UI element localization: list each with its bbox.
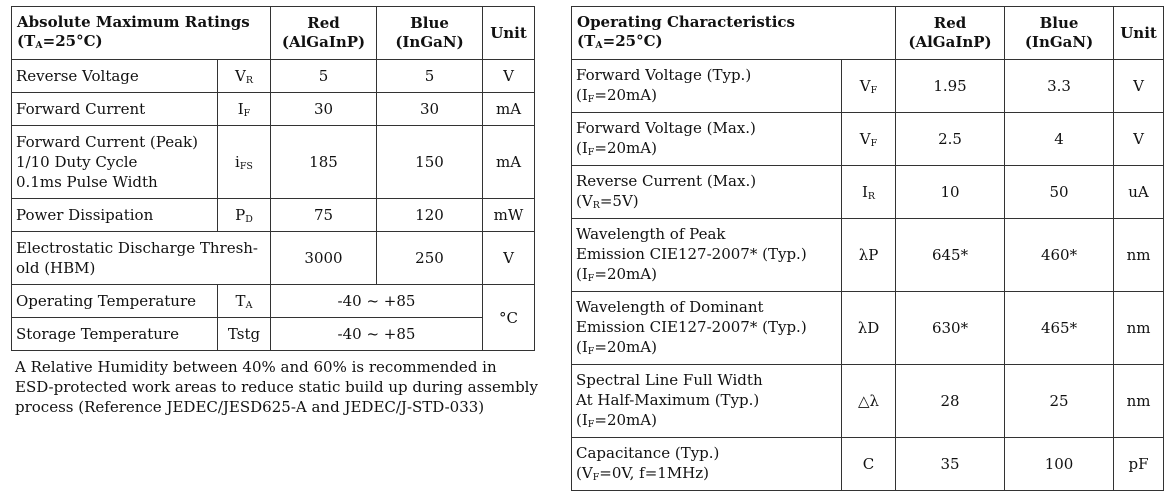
note-line: ESD-protected work areas to reduce static build up during assembly	[15, 378, 538, 396]
symbol-cell	[218, 60, 271, 93]
unit-cell: V	[483, 60, 535, 93]
oc-col-blue-l1: Blue	[1039, 14, 1079, 32]
amr-col-unit: Unit	[483, 7, 535, 60]
blue-value: 250	[377, 232, 483, 285]
blue-value: 120	[377, 199, 483, 232]
table-row	[572, 219, 1164, 292]
table-row	[12, 126, 535, 199]
symbol-cell: Tstg	[218, 318, 271, 351]
cond-sub: F	[587, 93, 595, 105]
param-line: 1/10 Duty Cycle	[16, 153, 138, 171]
cond-rest: =20mA)	[594, 337, 657, 356]
table-row	[12, 232, 535, 285]
table-row	[572, 365, 1164, 438]
cond-sub: F	[587, 146, 595, 158]
oc-cond-sub: A	[595, 40, 603, 51]
symbol-cell	[842, 113, 896, 166]
value-cell: -40 ~ +85	[271, 318, 483, 351]
cond-rest: =20mA)	[594, 264, 657, 283]
amr-cond-sub: A	[35, 40, 43, 51]
blue-value: 50	[1005, 166, 1114, 219]
param-cell: Storage Temperature	[12, 318, 218, 351]
unit-cell: mW	[483, 199, 535, 232]
amr-col-red	[271, 7, 377, 60]
oc-cond-rest: =25°C)	[602, 32, 663, 50]
cond-symbol: I	[581, 337, 588, 356]
value-cell: -40 ~ +85	[271, 285, 483, 318]
cond-sub: R	[592, 199, 600, 211]
param-cell	[12, 126, 218, 199]
oc-header-row	[572, 7, 1164, 60]
param-line: 0.1ms Pulse Width	[16, 173, 158, 191]
blue-value: 3.3	[1005, 60, 1114, 113]
operating-characteristics-table	[571, 6, 1164, 491]
red-value: 645*	[896, 219, 1005, 292]
symbol-cell	[218, 126, 271, 199]
oc-col-red-l2: (AlGaInP)	[908, 33, 992, 51]
cond-symbol: I	[581, 85, 588, 104]
red-value: 35	[896, 438, 1005, 491]
param-line: Forward Voltage (Max.)	[576, 118, 756, 137]
param-cell: Reverse Current (Max.) $(V_R=5V)$	[572, 166, 842, 219]
amr-header-row	[12, 7, 535, 60]
param-cell: Wavelength of Dominant Emission CIE127-2007* (Typ.) $(I_F=20mA)$	[572, 292, 842, 365]
amr-cond-symbol: T	[24, 32, 36, 50]
red-value: 30	[271, 93, 377, 126]
red-value: 2.5	[896, 113, 1005, 166]
symbol-sub: F	[870, 138, 878, 149]
cond-rest: =20mA)	[594, 85, 657, 104]
symbol: I	[237, 100, 244, 118]
oc-col-blue-l2: (InGaN)	[1024, 33, 1094, 51]
cond-symbol: I	[581, 410, 588, 429]
amr-col-blue	[377, 7, 483, 60]
cond-symbol: I	[581, 138, 588, 157]
table-row	[572, 166, 1164, 219]
unit-cell: nm	[1114, 365, 1164, 438]
symbol: I	[861, 183, 868, 201]
unit-cell: V	[1114, 113, 1164, 166]
symbol-cell: △λ	[842, 365, 896, 438]
param-line: Wavelength of Dominant	[576, 297, 764, 316]
note-line: process (Reference JEDEC/JESD625-A and JEDEC/J-STD-033)	[15, 398, 485, 416]
blue-value: 25	[1005, 365, 1114, 438]
blue-value: 30	[377, 93, 483, 126]
param-line: Emission CIE127-2007* (Typ.)	[576, 244, 807, 263]
symbol-sub: D	[245, 214, 253, 225]
unit-cell: mA	[483, 93, 535, 126]
symbol-cell: λD	[842, 292, 896, 365]
amr-title-cell: Absolute Maximum Ratings $(T_A=25^\circ C)$	[12, 7, 271, 60]
amr-col-blue-l2: (InGaN)	[395, 33, 464, 51]
symbol: V	[859, 77, 871, 95]
param-cell: Operating Temperature	[12, 285, 218, 318]
symbol-sub: F	[870, 85, 878, 96]
symbol-cell: C	[842, 438, 896, 491]
param-cell: Spectral Line Full Width At Half-Maximum (Typ.) $(I_F=20mA)$	[572, 365, 842, 438]
symbol-cell	[842, 60, 896, 113]
red-value: 185	[271, 126, 377, 199]
unit-cell: pF	[1114, 438, 1164, 491]
param-line: Capacitance (Typ.)	[576, 443, 720, 462]
symbol: V	[235, 67, 246, 85]
oc-cond-symbol: T	[584, 32, 596, 50]
param-line: Emission CIE127-2007* (Typ.)	[576, 317, 807, 336]
blue-value: 5	[377, 60, 483, 93]
unit-cell: nm	[1114, 292, 1164, 365]
blue-value: 100	[1005, 438, 1114, 491]
table-row	[12, 285, 535, 318]
cond-sub: F	[587, 272, 595, 284]
blue-value: 4	[1005, 113, 1114, 166]
param-cell: Forward Voltage (Max.) $(I_F=20mA)$	[572, 113, 842, 166]
table-row	[12, 318, 535, 351]
red-value: 3000	[271, 232, 377, 285]
cond-sub: F	[587, 345, 595, 357]
param-cell: Reverse Voltage	[12, 60, 218, 93]
cond-rest: =5V)	[599, 191, 639, 210]
amr-col-red-l2: (AlGaInP)	[281, 33, 366, 51]
oc-title: Operating Characteristics	[577, 13, 796, 31]
amr-cond-rest: =25°C)	[42, 32, 103, 50]
table-row	[12, 93, 535, 126]
param-line: Spectral Line Full Width	[576, 370, 763, 389]
param-line: Forward Current (Peak)	[16, 133, 198, 151]
amr-title: Absolute Maximum Ratings	[17, 13, 250, 31]
symbol-cell	[218, 93, 271, 126]
symbol-cell	[842, 166, 896, 219]
symbol-cell	[218, 199, 271, 232]
red-value: 630*	[896, 292, 1005, 365]
param-cell	[12, 232, 271, 285]
amr-col-red-l1: Red	[307, 14, 340, 32]
table-row	[572, 60, 1164, 113]
table-row	[572, 113, 1164, 166]
table-row	[572, 292, 1164, 365]
cond-rest: =0V, f=1MHz)	[599, 463, 710, 482]
symbol: i	[235, 153, 240, 171]
red-value: 10	[896, 166, 1005, 219]
amr-col-blue-l1: Blue	[410, 14, 449, 32]
note-line: A Relative Humidity between 40% and 60% is recommended in	[15, 358, 497, 376]
table-row	[12, 199, 535, 232]
oc-col-blue	[1005, 7, 1114, 60]
cond-symbol: I	[581, 264, 588, 283]
symbol-sub: F	[243, 108, 251, 119]
oc-col-red	[896, 7, 1005, 60]
red-value: 5	[271, 60, 377, 93]
table-row	[572, 438, 1164, 491]
cond-symbol: V	[581, 191, 593, 210]
param-cell: Forward Current	[12, 93, 218, 126]
param-line: At Half-Maximum (Typ.)	[576, 390, 760, 409]
param-line: Forward Voltage (Typ.)	[576, 65, 752, 84]
symbol-sub: A	[245, 300, 253, 311]
unit-cell: V	[483, 232, 535, 285]
blue-value: 460*	[1005, 219, 1114, 292]
temp-unit-cell: °C	[483, 285, 535, 351]
absolute-maximum-ratings-table	[11, 6, 535, 351]
symbol-sub: R	[867, 191, 876, 202]
cond-rest: =20mA)	[594, 410, 657, 429]
table-row	[12, 60, 535, 93]
param-cell: Wavelength of Peak Emission CIE127-2007* (Typ.) $(I_F=20mA)$	[572, 219, 842, 292]
oc-col-red-l1: Red	[933, 14, 967, 32]
symbol: P	[235, 206, 246, 224]
symbol: V	[859, 130, 871, 148]
oc-col-unit: Unit	[1114, 7, 1164, 60]
blue-value: 150	[377, 126, 483, 199]
param-line: old (HBM)	[16, 259, 96, 277]
red-value: 75	[271, 199, 377, 232]
cond-symbol: V	[581, 463, 593, 482]
unit-cell: V	[1114, 60, 1164, 113]
unit-cell: mA	[483, 126, 535, 199]
humidity-note	[15, 357, 545, 417]
oc-title-cell: Operating Characteristics $(T_A=25^\circ C)$	[572, 7, 896, 60]
symbol-sub: FS	[239, 161, 253, 172]
cond-rest: =20mA)	[594, 138, 657, 157]
blue-value: 465*	[1005, 292, 1114, 365]
symbol-cell: λP	[842, 219, 896, 292]
param-cell: Forward Voltage (Typ.) $(I_F=20mA)$	[572, 60, 842, 113]
red-value: 1.95	[896, 60, 1005, 113]
symbol-sub: R	[245, 75, 253, 86]
param-cell: Capacitance (Typ.) ($V_F=0V$, f=1MHz)	[572, 438, 842, 491]
symbol-cell	[218, 285, 271, 318]
unit-cell: nm	[1114, 219, 1164, 292]
param-line: Electrostatic Discharge Thresh-	[16, 239, 258, 257]
red-value: 28	[896, 365, 1005, 438]
cond-sub: F	[587, 418, 595, 430]
symbol: T	[235, 292, 246, 310]
cond-sub: F	[592, 471, 600, 483]
param-line: Reverse Current (Max.)	[576, 171, 757, 190]
param-cell: Power Dissipation	[12, 199, 218, 232]
param-line: Wavelength of Peak	[576, 224, 726, 243]
unit-cell: uA	[1114, 166, 1164, 219]
